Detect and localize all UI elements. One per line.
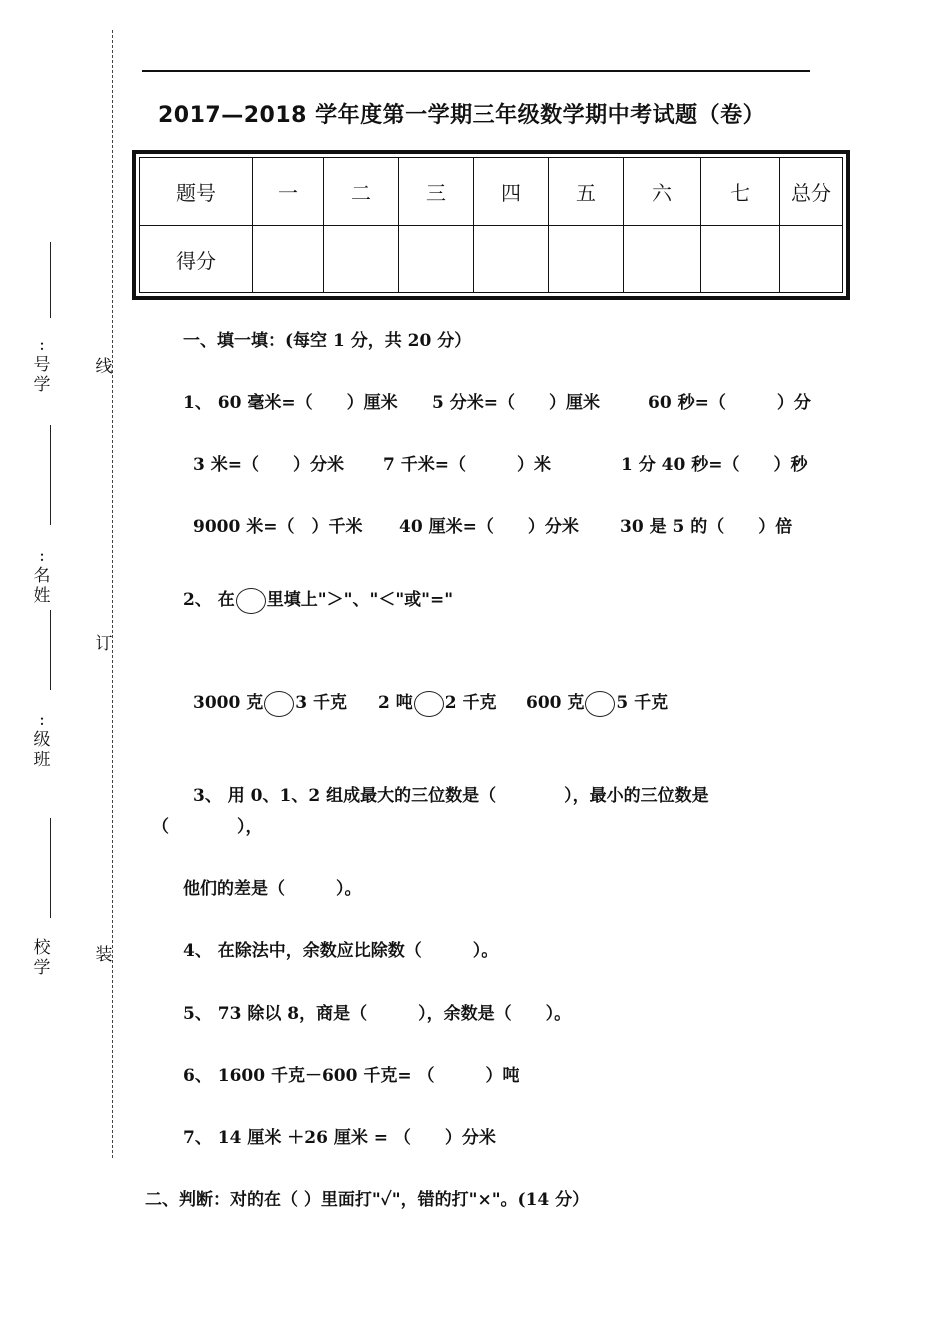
score-table: [132, 150, 850, 300]
score-header-cell: 二: [324, 158, 399, 226]
margin-student-id-label: :号学: [33, 335, 51, 395]
q1-item: 1、 60 毫米=（ ）厘米: [183, 393, 398, 413]
score-cell[interactable]: [701, 226, 780, 293]
q1-item: 30 是 5 的（ ）倍: [620, 517, 793, 537]
compare-circle-icon[interactable]: [414, 691, 444, 717]
margin-bind-char: 订: [95, 634, 113, 654]
score-header-cell: 四: [474, 158, 549, 226]
margin-line: [50, 425, 51, 525]
section2-heading: 二、判断：对的在（ ）里面打"✓"，错的打"×"。(14 分）: [145, 1190, 590, 1210]
score-header-cell: 三: [399, 158, 474, 226]
score-header-cell: 总分: [780, 158, 843, 226]
score-row-label: 得分: [140, 226, 253, 293]
score-cell[interactable]: [474, 226, 549, 293]
margin-line: [50, 818, 51, 918]
q4-text: 4、 在除法中，余数应比除数（ ）。: [183, 941, 499, 961]
score-cell[interactable]: [624, 226, 701, 293]
q1-item: 60 秒=（ ）分: [648, 393, 811, 413]
q2-right: 5 千克: [616, 693, 669, 713]
q1-item: 3 米=（ ）分米: [193, 455, 344, 475]
score-table-score-row: [140, 226, 843, 293]
q2-left: 600 克: [526, 693, 585, 713]
margin-name-label: :名姓: [33, 546, 51, 606]
q5-text: 5、 73 除以 8，商是（ ），余数是（ ）。: [183, 1004, 572, 1024]
score-header-cell: 七: [701, 158, 780, 226]
q1-item: 7 千米=（ ）米: [383, 455, 551, 475]
q1-item: 9000 米=（ ）千米: [193, 517, 363, 537]
margin-school-label: 校学: [33, 938, 51, 978]
margin-line: [50, 610, 51, 690]
q2-label: 2、 在: [183, 590, 235, 610]
margin-line: [50, 242, 51, 318]
q3-text-diff: 他们的差是（ ）。: [183, 879, 362, 899]
score-cell[interactable]: [549, 226, 624, 293]
compare-circle-icon[interactable]: [264, 691, 294, 717]
margin-staple-char: 装: [95, 945, 113, 965]
q2-left: 2 吨: [378, 693, 413, 713]
score-cell[interactable]: [253, 226, 324, 293]
page-title: 2017—2018 学年度第一学期三年级数学期中考试题（卷）: [158, 103, 766, 128]
margin-class-label: :级班: [33, 710, 51, 770]
q1-item: 5 分米=（ ）厘米: [432, 393, 600, 413]
q2-right: 2 千克: [444, 693, 497, 713]
q2-instruction: [183, 585, 453, 614]
q2-item: [193, 688, 347, 717]
margin-line-char: 线: [95, 357, 113, 377]
q2-item: [378, 688, 497, 717]
score-table-header-row: [140, 158, 843, 226]
score-header-cell: 题号: [140, 158, 253, 226]
section1-heading: 一、填一填：(每空 1 分，共 20 分）: [183, 331, 472, 351]
q2-left: 3000 克: [193, 693, 264, 713]
q2-text: 里填上"＞"、"＜"或"=": [266, 590, 454, 610]
q7-text: 7、 14 厘米 ＋26 厘米 = （ ）分米: [183, 1128, 496, 1148]
score-cell[interactable]: [399, 226, 474, 293]
q6-text: 6、 1600 千克－600 千克= （ ）吨: [183, 1066, 520, 1086]
q2-right: 3 千克: [295, 693, 347, 713]
score-header-cell: 五: [549, 158, 624, 226]
score-header-cell: 一: [253, 158, 324, 226]
q3-text: 3、 用 0、1、2 组成最大的三位数是（ ），最小的三位数是: [193, 786, 709, 806]
header-rule: [142, 70, 810, 72]
q2-item: [526, 688, 668, 717]
q1-item: 1 分 40 秒=（ ）秒: [621, 455, 808, 475]
score-cell[interactable]: [324, 226, 399, 293]
compare-circle-icon[interactable]: [585, 691, 615, 717]
score-header-cell: 六: [624, 158, 701, 226]
q3-text-cont: （ ），: [152, 817, 263, 837]
compare-circle-icon: [236, 588, 266, 614]
q1-item: 40 厘米=（ ）分米: [399, 517, 579, 537]
binding-dashed-line: [112, 30, 113, 1158]
score-cell[interactable]: [780, 226, 843, 293]
